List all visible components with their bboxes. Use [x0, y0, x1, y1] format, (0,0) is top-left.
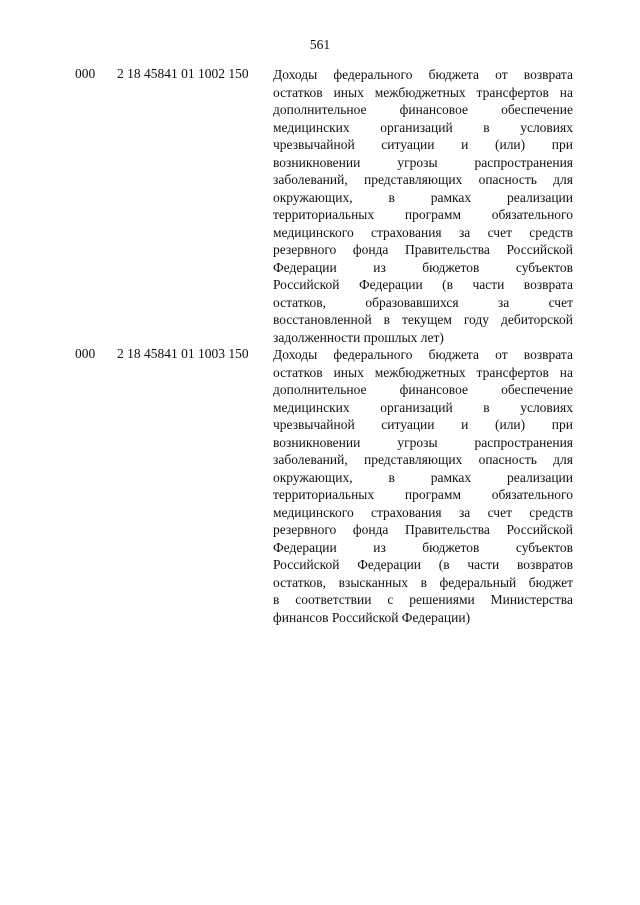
description-line: медицинских организаций в условиях — [273, 119, 573, 135]
description-line: остатков, образовавшихся за счет — [273, 294, 573, 310]
description-line: восстановленной в текущем году дебиторской — [273, 312, 573, 327]
administrator-code: 000 — [75, 66, 96, 81]
budget-classification-code: 2 18 45841 01 1003 150 — [117, 346, 249, 361]
description-line: медицинского страхования за счет средств — [273, 504, 573, 520]
description-line: заболеваний, представляющих опасность для — [273, 172, 573, 187]
description-line: медицинских организаций в условиях — [273, 399, 573, 415]
description-line: территориальных программ обязательного — [273, 487, 573, 502]
description-line: чрезвычайной ситуации и (или) при — [273, 137, 573, 152]
administrator-code: 000 — [75, 346, 96, 361]
description-line: медицинского страхования за счет средств — [273, 224, 573, 240]
budget-classification-code: 2 18 45841 01 1002 150 — [117, 66, 249, 81]
description-line: Доходы федерального бюджета от возврата — [273, 67, 573, 82]
description-line: дополнительное финансовое обеспечение — [273, 382, 573, 397]
description-line: резервного фонда Правительства Российской — [273, 522, 573, 537]
description-line: окружающих, в рамках реализации — [273, 469, 573, 485]
description-line: остатков иных межбюджетных трансфертов на — [273, 84, 573, 100]
description-line: остатков, взысканных в федеральный бюджет — [273, 574, 573, 590]
description-line: Российской Федерации (в части возвратов — [273, 557, 573, 572]
description-line: чрезвычайной ситуации и (или) при — [273, 417, 573, 432]
description-line: Доходы федерального бюджета от возврата — [273, 347, 573, 362]
description-line: возникновении угрозы распространения — [273, 434, 573, 450]
description-line: дополнительное финансовое обеспечение — [273, 102, 573, 117]
description-line: заболеваний, представляющих опасность для — [273, 452, 573, 467]
revenue-description — [273, 66, 573, 346]
description-line: остатков иных межбюджетных трансфертов на — [273, 364, 573, 380]
description-line: задолженности прошлых лет) — [273, 329, 444, 345]
description-line: в соответствии с решениями Министерства — [273, 592, 573, 607]
description-line: Федерации из бюджетов субъектов — [273, 259, 573, 275]
description-line: Российской Федерации (в части возврата — [273, 277, 573, 292]
description-line: Федерации из бюджетов субъектов — [273, 539, 573, 555]
description-line: окружающих, в рамках реализации — [273, 189, 573, 205]
description-line: территориальных программ обязательного — [273, 207, 573, 222]
description-line: возникновении угрозы распространения — [273, 154, 573, 170]
description-line: финансов Российской Федерации) — [273, 609, 471, 625]
description-line: резервного фонда Правительства Российской — [273, 242, 573, 257]
revenue-description — [273, 346, 573, 626]
page-number: 561 — [309, 37, 331, 52]
